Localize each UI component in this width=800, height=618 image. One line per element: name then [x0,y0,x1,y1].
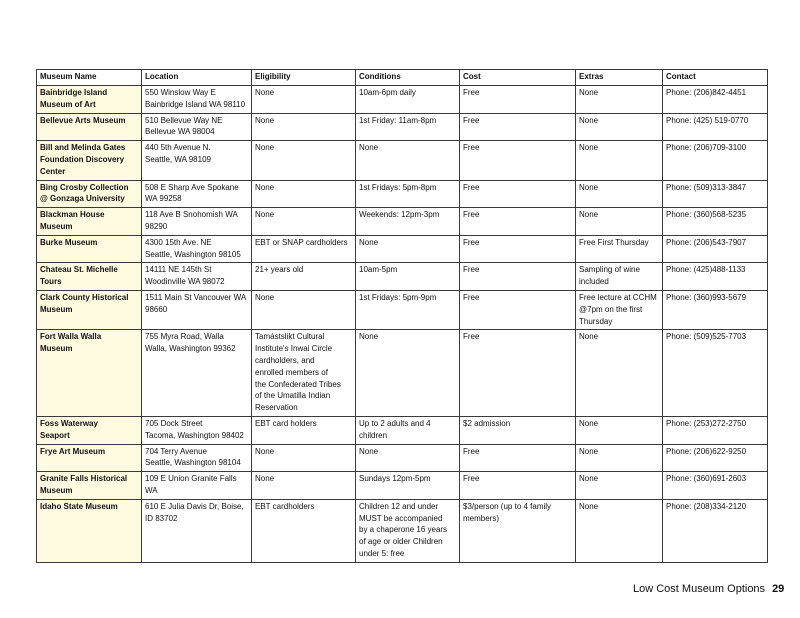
cost-cell: Free [460,330,576,417]
location-cell: 118 Ave B Snohomish WA 98290 [142,208,252,236]
extras-cell: None [576,86,663,114]
table-row [37,472,768,500]
extras-cell: None [576,208,663,236]
eligibility-cell: None [252,180,356,208]
cost-cell: Free [460,444,576,472]
conditions-cell: Up to 2 adults and 4 children [356,416,460,444]
table-row [37,330,768,417]
contact-cell: Phone: (360)691-2603 [663,472,768,500]
contact-cell: Phone: (509)313-3847 [663,180,768,208]
museum-name-cell: Chateau St. Michelle Tours [37,263,142,291]
table-row [37,444,768,472]
museum-name-cell: Idaho State Museum [37,499,142,562]
table-row [37,180,768,208]
location-cell: 755 Myra Road, Walla Walla, Washington 99362 [142,330,252,417]
contact-cell: Phone: (206)543-7907 [663,235,768,263]
location-cell: 1511 Main St Vancouver WA 98660 [142,290,252,329]
contact-cell: Phone: (425) 519-0770 [663,113,768,141]
location-cell: 510 Bellevue Way NE Bellevue WA 98004 [142,113,252,141]
table-body [37,86,768,563]
contact-cell: Phone: (253)272-2750 [663,416,768,444]
location-cell: 704 Terry Avenue Seattle, Washington 98104 [142,444,252,472]
conditions-cell: None [356,141,460,180]
conditions-cell: None [356,330,460,417]
table-row [37,113,768,141]
eligibility-cell: None [252,472,356,500]
location-cell: 508 E Sharp Ave Spokane WA 99258 [142,180,252,208]
museum-name-cell: Clark County Historical Museum [37,290,142,329]
column-header-extras: Extras [576,70,663,86]
eligibility-cell: 21+ years old [252,263,356,291]
cost-cell: Free [460,113,576,141]
eligibility-cell: EBT or SNAP cardholders [252,235,356,263]
table-row [37,290,768,329]
extras-cell: Free lecture at CCHM @7pm on the first Thursday [576,290,663,329]
museum-name-cell: Bill and Melinda Gates Foundation Discovery Center [37,141,142,180]
eligibility-cell: EBT card holders [252,416,356,444]
page-number: 29 [772,583,785,595]
conditions-cell: 10am-6pm daily [356,86,460,114]
extras-cell: None [576,180,663,208]
cost-cell: Free [460,235,576,263]
conditions-cell: 1st Fridays: 5pm-9pm [356,290,460,329]
conditions-cell: None [356,444,460,472]
cost-cell: Free [460,208,576,236]
museum-table [36,69,768,563]
contact-cell: Phone: (206)842-4451 [663,86,768,114]
contact-cell: Phone: (206)622-9250 [663,444,768,472]
column-header-contact: Contact [663,70,768,86]
table-row [37,416,768,444]
museum-name-cell: Fort Walla Walla Museum [37,330,142,417]
conditions-cell: Children 12 and under MUST be accompanied by a chaperone 16 years of age or older Children under 5: free [356,499,460,562]
extras-cell: None [576,113,663,141]
table-row [37,499,768,562]
table-header-row [37,70,768,86]
table-row [37,263,768,291]
eligibility-cell: None [252,444,356,472]
conditions-cell: Weekends: 12pm-3pm [356,208,460,236]
cost-cell: $3/person (up to 4 family members) [460,499,576,562]
extras-cell: None [576,141,663,180]
conditions-cell: 1st Fridays: 5pm-8pm [356,180,460,208]
contact-cell: Phone: (425)488-1133 [663,263,768,291]
eligibility-cell: None [252,113,356,141]
museum-name-cell: Blackman House Museum [37,208,142,236]
table-row [37,86,768,114]
museum-name-cell: Bellevue Arts Museum [37,113,142,141]
cost-cell: $2 admission [460,416,576,444]
table-row [37,208,768,236]
location-cell: 4300 15th Ave. NE Seattle, Washington 98105 [142,235,252,263]
location-cell: 14111 NE 145th St Woodinville WA 98072 [142,263,252,291]
extras-cell: None [576,444,663,472]
conditions-cell: None [356,235,460,263]
conditions-cell: 10am-5pm [356,263,460,291]
column-header-cost: Cost [460,70,576,86]
contact-cell: Phone: (360)993-5679 [663,290,768,329]
cost-cell: Free [460,263,576,291]
column-header-eligibility: Eligibility [252,70,356,86]
column-header-location: Location [142,70,252,86]
eligibility-cell: None [252,290,356,329]
eligibility-cell: None [252,208,356,236]
conditions-cell: 1st Friday: 11am-8pm [356,113,460,141]
extras-cell: Free First Thursday [576,235,663,263]
extras-cell: None [576,499,663,562]
extras-cell: None [576,330,663,417]
museum-name-cell: Burke Museum [37,235,142,263]
museum-name-cell: Granite Falls Historical Museum [37,472,142,500]
museum-name-cell: Bainbridge Island Museum of Art [37,86,142,114]
column-header-museum-name: Museum Name [37,70,142,86]
extras-cell: Sampling of wine included [576,263,663,291]
eligibility-cell: None [252,86,356,114]
eligibility-cell: EBT cardholders [252,499,356,562]
table-row [37,141,768,180]
cost-cell: Free [460,86,576,114]
cost-cell: Free [460,290,576,329]
contact-cell: Phone: (360)568-5235 [663,208,768,236]
contact-cell: Phone: (206)709-3100 [663,141,768,180]
contact-cell: Phone: (509)525-7703 [663,330,768,417]
cost-cell: Free [460,141,576,180]
location-cell: 550 Winslow Way E Bainbridge Island WA 98110 [142,86,252,114]
cost-cell: Free [460,472,576,500]
museum-name-cell: Bing Crosby Collection @ Gonzaga University [37,180,142,208]
extras-cell: None [576,472,663,500]
extras-cell: None [576,416,663,444]
column-header-conditions: Conditions [356,70,460,86]
location-cell: 440 5th Avenue N. Seattle, WA 98109 [142,141,252,180]
footer-title: Low Cost Museum Options [633,583,766,595]
table-row [37,235,768,263]
location-cell: 705 Dock Street Tacoma, Washington 98402 [142,416,252,444]
page-footer [633,583,784,595]
location-cell: 610 E Julia Davis Dr, Boise, ID 83702 [142,499,252,562]
museum-name-cell: Frye Art Museum [37,444,142,472]
museum-name-cell: Foss Waterway Seaport [37,416,142,444]
eligibility-cell: None [252,141,356,180]
cost-cell: Free [460,180,576,208]
location-cell: 109 E Union Granite Falls WA [142,472,252,500]
contact-cell: Phone: (208)334-2120 [663,499,768,562]
eligibility-cell: Tamástslikt Cultural Institute's Inwai Circle cardholders, and enrolled members of the Confederated Tribes of the Umatilla Indian Reservation [252,330,356,417]
conditions-cell: Sundays 12pm-5pm [356,472,460,500]
